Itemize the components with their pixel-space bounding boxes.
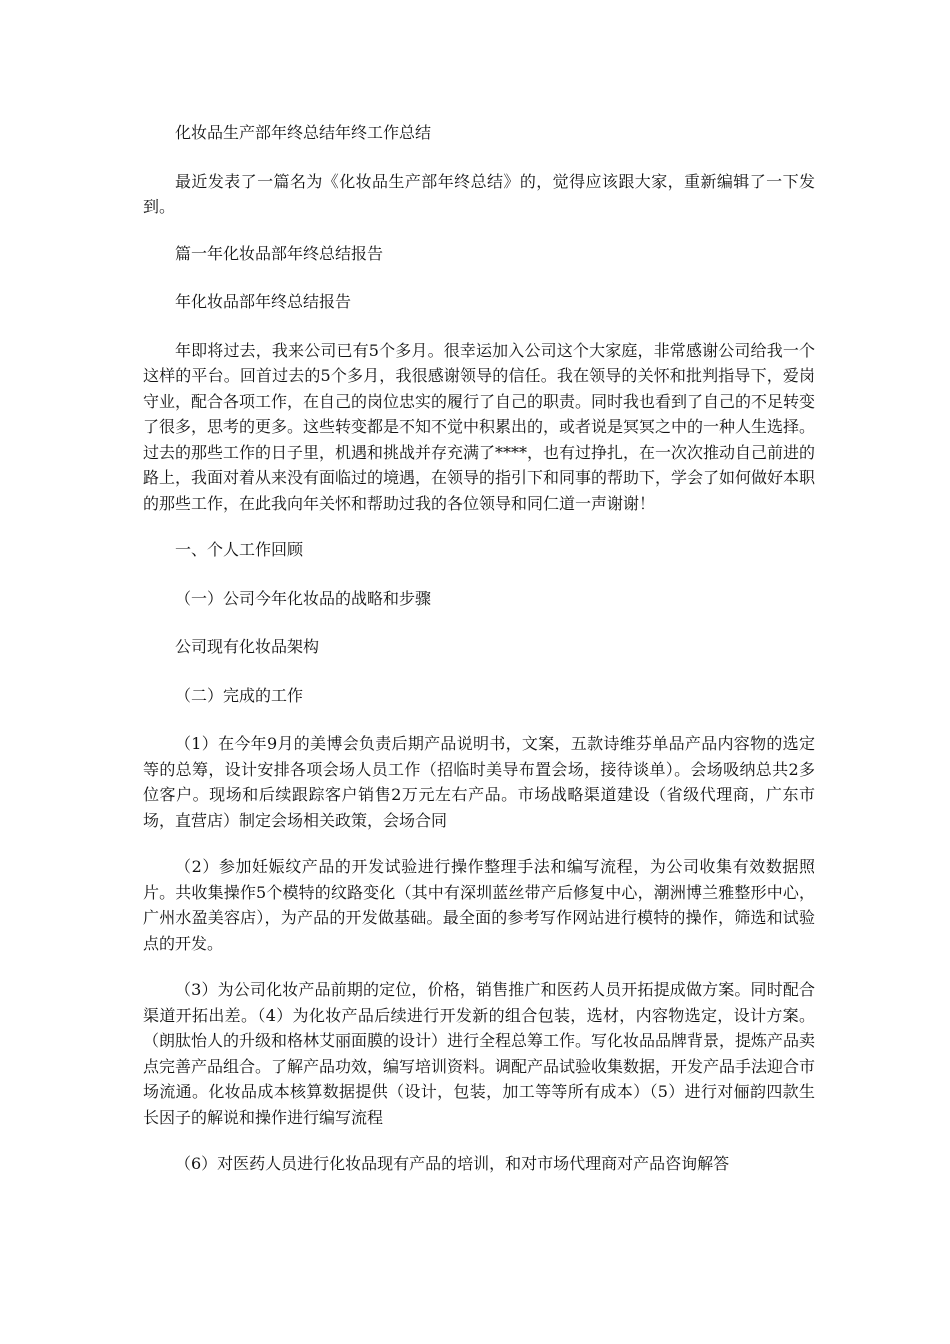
section-heading-personal-review: 一、个人工作回顾 [175,540,304,559]
intro-paragraph: 最近发表了一篇名为《化妆品生产部年终总结》的，觉得应该跟大家，重新编辑了一下发到。 [143,171,815,216]
document-body [143,120,815,1198]
part-heading: 篇一年化妆品部年终总结报告 [175,243,384,263]
subsection-heading-completed-work: （二）完成的工作 [175,685,304,705]
work-item-6: （6）对医药人员进行化妆品现有产品的培训，和对市场代理商对产品咨询解答 [175,1154,730,1173]
work-item-2: （2）参加妊娠纹产品的开发试验进行操作整理手法和编写流程，为公司收集有效数据照片。共收集操作5个模特的纹路变化（其中有深圳蓝丝带产后修复中心，潮洲博兰雅整形中心，广州水盈美容店），为产品的开发做基础。最全面的参考写作网站进行模特的操作，筛选和试验点的开发。 [143,857,815,953]
work-item-3-5: （3）为公司化妆产品前期的定位，价格，销售推广和医药人员开拓提成做方案。同时配合渠道开拓出差。（4）为化妆产品后续进行开发新的组合包装，选材，内容物选定，设计方案。（朗肽怡人的升级和格林艾丽面膜的设计）进行全程总筹工作。写化妆品品牌背景，提炼产品卖点完善产品组合。了解产品功效，编写培训资料。调配产品试验收集数据，开发产品手法迎合市场流通。化妆品成本核算数据提供（设计，包装，加工等等所有成本）（5）进行对俪韵四款生长因子的解说和操作进行编写流程 [143,980,816,1127]
structure-line: 公司现有化妆品架构 [175,637,320,656]
subsection-heading-strategy: （一）公司今年化妆品的战略和步骤 [175,588,432,608]
opening-paragraph: 年即将过去，我来公司已有5个多月。很幸运加入公司这个大家庭，非常感谢公司给我一个这样的平台。回首过去的5个多月，我很感谢领导的信任。我在领导的关怀和批判指导下，爱岗守业，配合各项工作，在自己的岗位忠实的履行了自己的职责。同时我也看到了自己的不足转变了很多，思考的更多。这些转变都是不知不觉中积累出的，或者说是冥冥之中的一种人生选择。过去的那些工作的日子里，机遇和挑战并存充满了****，也有过挣扎，在一次次推动自己前进的路上，我面对着从来没有面临过的境遇，在领导的指引下和同事的帮助下，学会了如何做好本职的那些工作，在此我向年关怀和帮助过我的各位领导和同仁道一声谢谢！ [143,340,816,513]
document-title: 化妆品生产部年终总结年终工作总结 [175,123,432,142]
work-item-1: （1）在今年9月的美博会负责后期产品说明书，文案，五款诗维芬单品产品内容物的选定等的总筹，设计安排各项会场人员工作（招临时美导布置会场，接待谈单）。会场吸纳总共2多位客户。现场和后续跟踪客户销售2万元左右产品。市场战略渠道建设（省级代理商，广东市场，直营店）制定会场相关政策，会场合同 [143,734,815,830]
report-title: 年化妆品部年终总结报告 [175,292,352,311]
